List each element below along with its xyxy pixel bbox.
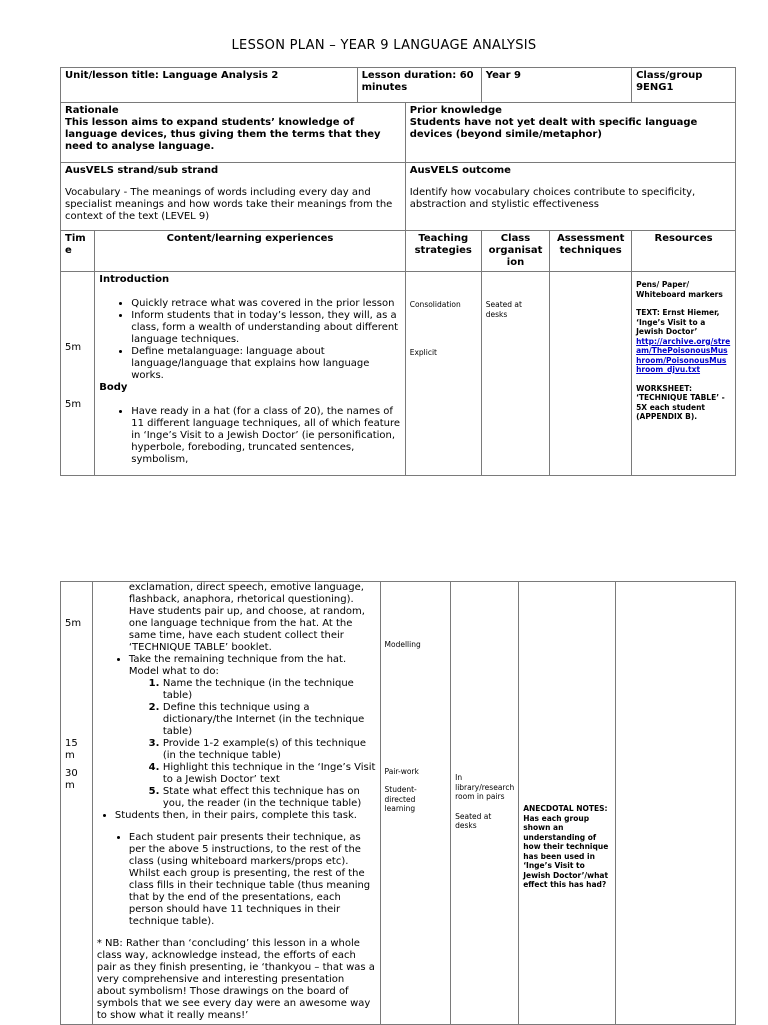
- step-item: 1. Name the technique (in the technique table): [163, 678, 376, 702]
- rationale-text: This lesson aims to expand students’ knowledge of language devices, thus giving them the terms that they need to analyse language.: [65, 117, 381, 152]
- class-group: Class/group 9ENG1: [632, 68, 736, 103]
- col-resources: Resources: [632, 231, 736, 272]
- list-item: • Have ready in a hat (for a class of 20), the names of 11 different language techniques, all of which feature in ‘Inge’s Visit to a Jewish Doctor’ (ie personification, hyperbole, foreboding, truncated sentences, symbolism,: [131, 406, 400, 466]
- resource-item: Pens/ Paper/ Whiteboard markers: [636, 280, 723, 299]
- time-value: 5m: [65, 342, 82, 353]
- outcome-heading: AusVELS outcome: [409, 165, 511, 176]
- list-item: • Define metalanguage: language about language/language that explains how language works.: [131, 346, 400, 382]
- page-title: LESSON PLAN – YEAR 9 LANGUAGE ANALYSIS: [231, 38, 537, 53]
- list-item: [129, 654, 376, 810]
- step-item: 5. State what effect this technique has on you, the reader (in the technique table): [163, 786, 376, 810]
- outcome-cell: [405, 163, 735, 231]
- prior-heading: Prior knowledge: [409, 105, 502, 116]
- archive-link[interactable]: http://archive.org/stream/ThePoisonousMushroom/PoisonousMushroom_djvu.txt: [636, 336, 731, 374]
- strand-cell: [61, 163, 406, 231]
- list-item: • Quickly retrace what was covered in the prior lesson: [131, 298, 400, 310]
- teaching-value: Consolidation: [409, 300, 461, 309]
- list-item-text: Take the remaining technique from the hat. Model what to do:: [128, 654, 347, 677]
- year-level: Year 9: [481, 68, 631, 103]
- step-item: 2. Define this technique using a dictionary/the Internet (in the technique table): [163, 702, 376, 738]
- teaching-value: Modelling: [384, 640, 421, 649]
- strand-heading: AusVELS strand/sub strand: [65, 165, 219, 176]
- time-value: 15 m: [65, 738, 78, 761]
- list-item: • Inform students that in today’s lesson, they will, as a class, form a wealth of understanding about different language techniques.: [131, 310, 400, 346]
- unit-title: Unit/lesson title: Language Analysis 2: [61, 68, 358, 103]
- resources-cell: [615, 582, 735, 1025]
- teaching-value: Explicit: [409, 347, 437, 357]
- time-cell: [61, 272, 95, 476]
- continuation-text: exclamation, direct speech, emotive language, flashback, anaphora, rhetorical questioning). Have students pair up, and choose, at random, one language technique from the hat. At the same time, have each student collect their ‘TECHNIQUE TABLE’ booklet.: [128, 582, 365, 653]
- nb-note: * NB: Rather than ‘concluding’ this lesson in a whole class way, acknowledge instead, the efforts of each pair as they finish presenting, ie ‘thankyou – that was a very comprehensive and interesting presentation about symbolism! Those drawings on the board of symbols that we see every day were an awesome way to show what it really means!’: [96, 938, 375, 1021]
- class-org-value: Seated at desks: [455, 811, 492, 830]
- step-item: 4. Highlight this technique in the ‘Inge’s Visit to a Jewish Doctor’ text: [163, 762, 376, 786]
- assessment-value: ANECDOTAL NOTES: Has each group shown an understanding of how their technique has been used in ‘Inge’s Visit to Jewish Doctor’/what effect this has had?: [523, 804, 609, 889]
- resource-item: TEXT: Ernst Hiemer, ‘Inge’s Visit to a Jewish Doctor’: [636, 308, 720, 336]
- content-cell: [92, 582, 380, 1025]
- teaching-value: Student-directed learning: [384, 785, 417, 813]
- col-assessment: Assessment techniques: [550, 231, 632, 272]
- rationale-cell: [61, 103, 406, 163]
- class-org-cell: [481, 272, 550, 476]
- time-cell: [61, 582, 93, 1025]
- intro-heading: Introduction: [99, 274, 170, 285]
- lesson-plan-table: [60, 67, 736, 476]
- resource-item: WORKSHEET: ‘TECHNIQUE TABLE’ - 5X each student (APPENDIX B).: [636, 383, 725, 421]
- outcome-text: Identify how vocabulary choices contribute to specificity, abstraction and stylistic effectiveness: [409, 187, 696, 210]
- time-value: 5m: [65, 399, 82, 410]
- lesson-duration: Lesson duration: 60 minutes: [357, 68, 481, 103]
- col-content: Content/learning experiences: [95, 231, 405, 272]
- time-value: 30 m: [65, 768, 78, 791]
- rationale-heading: Rationale: [65, 105, 119, 116]
- prior-knowledge-cell: [405, 103, 735, 163]
- teaching-cell: [380, 582, 451, 1025]
- list-item: • Students then, in their pairs, complete this task.: [115, 810, 376, 822]
- col-teaching: Teaching strategies: [405, 231, 481, 272]
- resources-cell: [632, 272, 736, 476]
- teaching-value: Pair-work: [384, 766, 419, 776]
- lesson-plan-table-continued: [60, 581, 736, 1025]
- step-item: 3. Provide 1-2 example(s) of this technique (in the technique table): [163, 738, 376, 762]
- body-heading: Body: [99, 382, 128, 393]
- class-org-value: In library/research room in pairs: [455, 773, 515, 801]
- assessment-cell: [550, 272, 632, 476]
- prior-text: Students have not yet dealt with specific language devices (beyond simile/metaphor): [409, 117, 698, 140]
- teaching-cell: [405, 272, 481, 476]
- list-item: • Each student pair presents their technique, as per the above 5 instructions, to the rest of the class (using whiteboard markers/props etc). Whilst each group is presenting, the rest of the class fills in their technique table (thus meaning that by the end of the presentations, each person should have 11 techniques in their technique table).: [129, 832, 376, 928]
- assessment-cell: [519, 582, 616, 1025]
- class-org-value: Seated at desks: [485, 300, 522, 319]
- col-class-org: Class organisat ion: [481, 231, 550, 272]
- class-org-cell: [451, 582, 519, 1025]
- content-cell: [95, 272, 405, 476]
- strand-text: Vocabulary - The meanings of words including every day and specialist meanings and how words take their meanings from the context of the text (LEVEL 9): [65, 187, 393, 222]
- time-value: 5m: [65, 618, 82, 629]
- col-time: Tim e: [61, 231, 95, 272]
